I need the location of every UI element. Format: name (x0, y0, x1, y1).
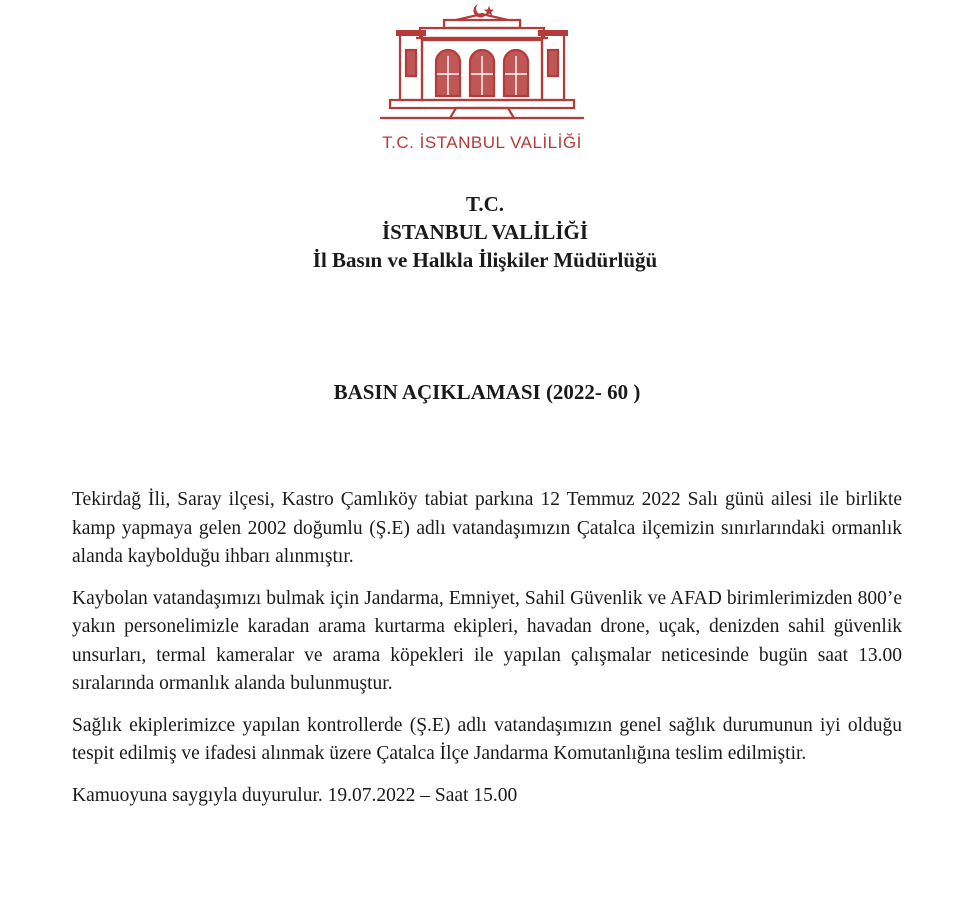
paragraph-1: Tekirdağ İli, Saray ilçesi, Kastro Çamlıköy tabiat parkına 12 Temmuz 2022 Salı günü ailesi ile birlikte kamp yapmaya gelen 2002 doğumlu (Ş.E) adlı vatandaşımızın Çatalca ilçemizin sınırlarındaki ormanlık alanda kaybolduğu ihbarı alınmıştır. (72, 489, 902, 567)
logo-caption: T.C. İSTANBUL VALİLİĞİ (382, 133, 582, 152)
governorship-building-icon (360, 0, 604, 160)
closing-line: Kamuoyuna saygıyla duyurulur. 19.07.2022 – Saat 15.00 (72, 784, 518, 806)
letterhead (0, 190, 960, 274)
document-title: BASIN AÇIKLAMASI (2022- 60 ) (333, 380, 641, 404)
header-line-governorship: İSTANBUL VALİLİĞİ (381, 220, 588, 244)
istanbul-governorship-logo (360, 0, 604, 160)
paragraph-3: Sağlık ekiplerimizce yapılan kontrollerde (Ş.E) adlı vatandaşımızın genel sağlık durumunun iyi olduğu tespit edilmiş ve ifadesi alınmak üzere Çatalca İlçe Jandarma Komutanlığına teslim edilmiştir. (72, 714, 902, 764)
header-line-directorate: İl Basın ve Halkla İlişkiler Müdürlüğü (312, 248, 658, 272)
paragraph-2: Kaybolan vatandaşımızı bulmak için Jandarma, Emniyet, Sahil Güvenlik ve AFAD birimlerimizden 800’e yakın personelimizle karadan arama kurtarma ekipleri, havadan drone, uçak, denizden sahil güvenlik unsurları, termal kameralar ve arama köpekleri ile yapılan çalışmalar neticesinde bugün saat 13.00 sıralarında ormanlık alanda bulunmuştur. (72, 587, 902, 694)
header-line-tc: T.C. (465, 192, 505, 216)
document-body (72, 486, 902, 823)
